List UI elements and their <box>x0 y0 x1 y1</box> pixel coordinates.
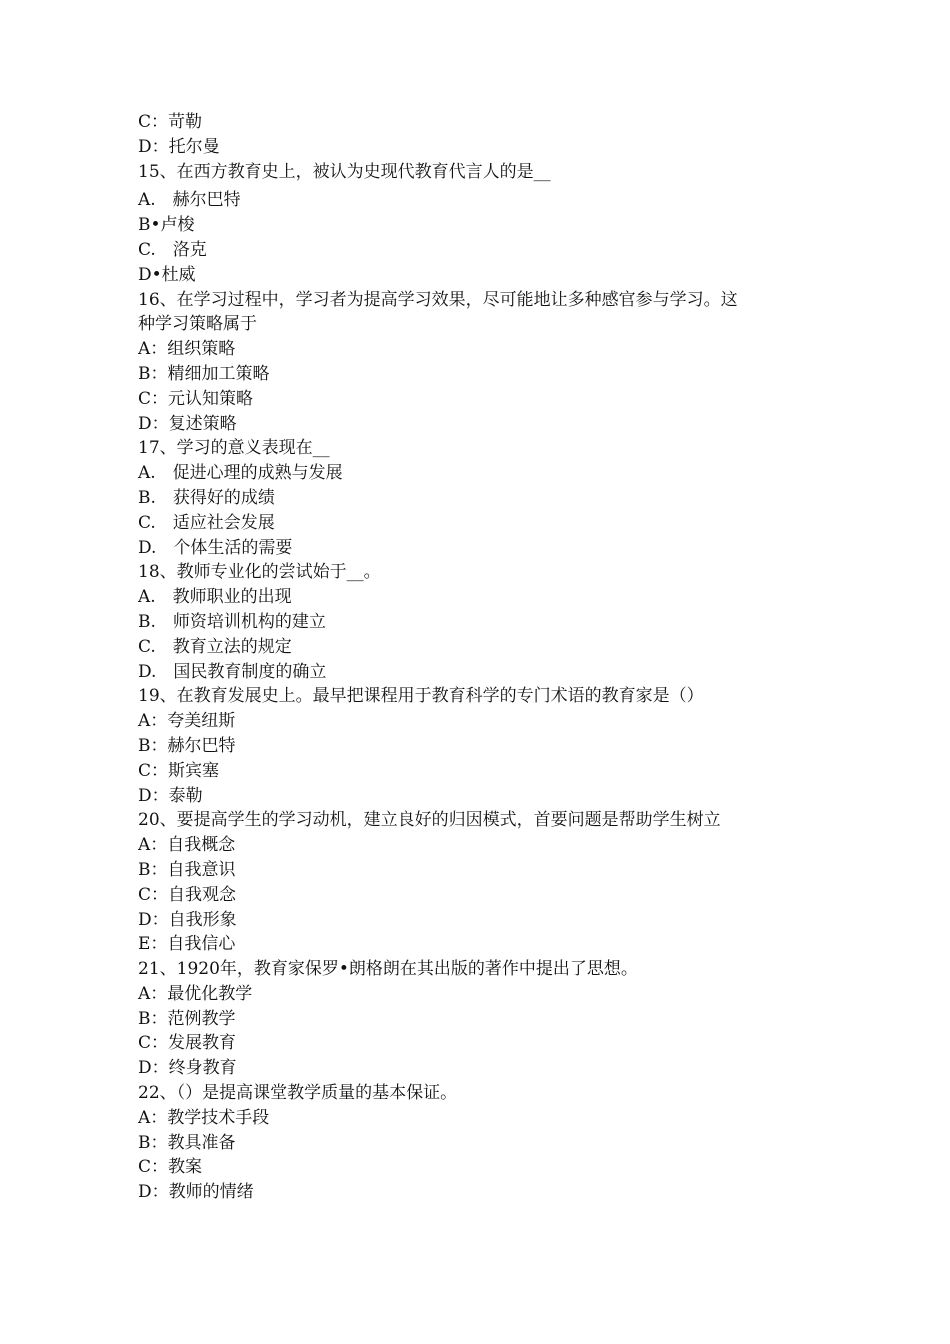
option-line: A：组织策略 <box>138 339 236 360</box>
question-line: 种学习策略属于 <box>138 314 257 335</box>
question-line: 16、在学习过程中，学习者为提高学习效果，尽可能地让多种感官参与学习。这 <box>138 289 738 310</box>
option-line: D：自我形象 <box>138 909 237 930</box>
option-line: B. 获得好的成绩 <box>138 487 275 508</box>
option-line: D. 个体生活的需要 <box>138 537 293 558</box>
question-line: 21、1920年，教育家保罗•朗格朗在其出版的著作中提出了思想。 <box>138 959 638 980</box>
option-line: B：精细加工策略 <box>138 363 270 384</box>
option-line: A. 教师职业的出现 <box>138 587 292 608</box>
option-line: B. 师资培训机构的建立 <box>138 611 326 632</box>
option-line: A. 促进心理的成熟与发展 <box>138 463 343 484</box>
option-line: C：斯宾塞 <box>138 760 220 781</box>
option-line: C：元认知策略 <box>138 388 254 409</box>
option-line: A. 赫尔巴特 <box>138 190 241 211</box>
question-line: 22、（）是提高课堂教学质量的基本保证。 <box>138 1083 458 1104</box>
option-line: A：教学技术手段 <box>138 1107 270 1128</box>
option-line: A：夸美纽斯 <box>138 711 236 732</box>
option-line: D. 国民教育制度的确立 <box>138 661 327 682</box>
option-line: C. 适应社会发展 <box>138 512 275 533</box>
document-page <box>138 110 818 1205</box>
option-line: B：赫尔巴特 <box>138 735 236 756</box>
option-line: D：终身教育 <box>138 1058 237 1079</box>
option-line: E：自我信心 <box>138 934 236 955</box>
question-line: 17、学习的意义表现在__ <box>138 438 330 459</box>
option-line: A：自我概念 <box>138 835 236 856</box>
option-line: D：教师的情绪 <box>138 1182 254 1203</box>
option-line: C：教案 <box>138 1157 203 1178</box>
option-line: C：自我观念 <box>138 884 237 905</box>
option-line: D：泰勒 <box>138 785 203 806</box>
option-line: C. 洛克 <box>138 239 207 260</box>
option-line: B•卢梭 <box>138 215 195 236</box>
option-line: B：教具准备 <box>138 1132 236 1153</box>
option-line: A：最优化教学 <box>138 983 253 1004</box>
question-line: 18、教师专业化的尝试始于__。 <box>138 562 381 583</box>
option-line: D•杜威 <box>138 264 196 285</box>
option-line: C：苛勒 <box>138 112 203 132</box>
option-line: B：自我意识 <box>138 859 236 880</box>
option-line: D：复述策略 <box>138 413 237 434</box>
option-line: B：范例教学 <box>138 1008 236 1029</box>
question-line: 20、要提高学生的学习动机，建立良好的归因模式，首要问题是帮助学生树立 <box>138 810 721 831</box>
question-line: 19、在教育发展史上。最早把课程用于教育科学的专门术语的教育家是（） <box>138 686 704 707</box>
option-line: D：托尔曼 <box>138 136 220 157</box>
option-line: C. 教育立法的规定 <box>138 636 292 657</box>
question-line: 15、在西方教育史上，被认为史现代教育代言人的是__ <box>138 161 551 182</box>
option-line: C：发展教育 <box>138 1033 237 1054</box>
